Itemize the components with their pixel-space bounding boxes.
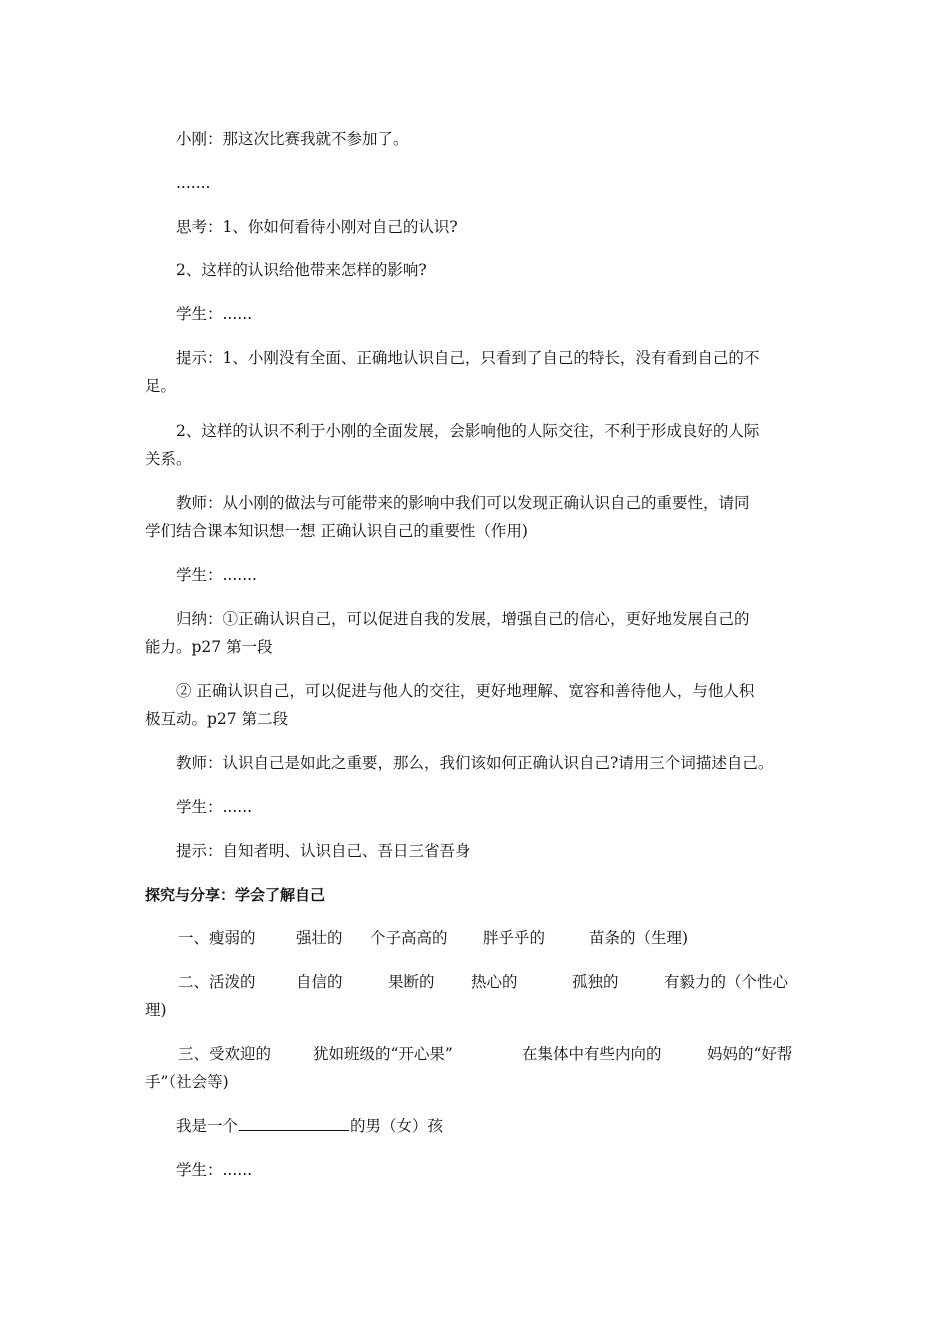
word-item: 二、活泼的 — [178, 973, 256, 991]
word-item: 强壮的 — [296, 929, 343, 947]
word-item: 孤独的 — [572, 973, 619, 991]
paragraph-hint-3: 提示：自知者明、认识自己、吾日三省吾身 — [176, 842, 471, 860]
paragraph-summary-2-line1: ② 正确认识自己，可以促进与他人的交往，更好地理解、宽容和善待他人，与他人积 — [176, 682, 755, 700]
paragraph-hint-2-line1: 2、这样的认识不利于小刚的全面发展，会影响他的人际交往，不利于形成良好的人际 — [176, 422, 760, 440]
word-item: 自信的 — [296, 973, 343, 991]
word-item: 个子高高的 — [370, 929, 448, 947]
paragraph-xiaogang-quote: 小刚：那这次比赛我就不参加了。 — [176, 130, 409, 148]
word-row-personality-wrap: 理) — [145, 1001, 167, 1019]
paragraph-student-4: 学生：...... — [176, 1161, 253, 1179]
word-row-personality — [0, 971, 950, 993]
word-row-physical — [0, 927, 950, 949]
word-row-social — [0, 1043, 950, 1065]
paragraph-student-3: 学生：...... — [176, 798, 253, 816]
paragraph-summary-1-line2: 能力。p27 第一段 — [145, 638, 273, 656]
fill-in-suffix: 的男（女）孩 — [350, 1117, 444, 1135]
paragraph-think-1: 思考：1、你如何看待小刚对自己的认识? — [176, 218, 458, 236]
section-heading: 探究与分享：学会了解自己 — [145, 886, 326, 904]
word-item: 一、瘦弱的 — [178, 929, 256, 947]
word-item: 苗条的（生理) — [589, 929, 689, 947]
paragraph-ellipsis: ....... — [176, 174, 211, 192]
word-item: 三、受欢迎的 — [178, 1045, 272, 1063]
paragraph-summary-2-line2: 极互动。p27 第二段 — [145, 710, 289, 728]
word-item: 妈妈的“好帮 — [707, 1045, 793, 1063]
word-item: 犹如班级的“开心果” — [313, 1045, 453, 1063]
fill-in-sentence — [176, 1115, 443, 1137]
paragraph-student-1: 学生：...... — [176, 305, 253, 323]
paragraph-teacher-1-line1: 教师：从小刚的做法与可能带来的影响中我们可以发现正确认识自己的重要性，请同 — [176, 494, 750, 512]
word-item: 在集体中有些内向的 — [522, 1045, 662, 1063]
paragraph-hint-2-line2: 关系。 — [145, 450, 192, 468]
paragraph-student-2: 学生：....... — [176, 566, 257, 584]
paragraph-hint-1-line2: 足。 — [145, 377, 177, 395]
word-item: 热心的 — [471, 973, 518, 991]
paragraph-think-2: 2、这样的认识给他带来怎样的影响? — [176, 261, 427, 279]
paragraph-teacher-1-line2: 学们结合课本知识想一想 正确认识自己的重要性（作用) — [145, 522, 528, 540]
word-item: 果断的 — [388, 973, 435, 991]
fill-in-blank[interactable] — [239, 1115, 349, 1131]
fill-in-prefix: 我是一个 — [176, 1117, 239, 1135]
paragraph-teacher-2: 教师：认识自己是如此之重要，那么，我们该如何正确认识自己?请用三个词描述自己。 — [176, 754, 774, 772]
word-item: 有毅力的（个性心 — [664, 973, 789, 991]
paragraph-summary-1-line1: 归纳：①正确认识自己，可以促进自我的发展，增强自己的信心，更好地发展自己的 — [176, 610, 750, 628]
paragraph-hint-1-line1: 提示：1、小刚没有全面、正确地认识自己，只看到了自己的特长，没有看到自己的不 — [176, 349, 760, 367]
word-row-social-wrap: 手”（社会等) — [145, 1073, 229, 1091]
word-item: 胖乎乎的 — [483, 929, 546, 947]
